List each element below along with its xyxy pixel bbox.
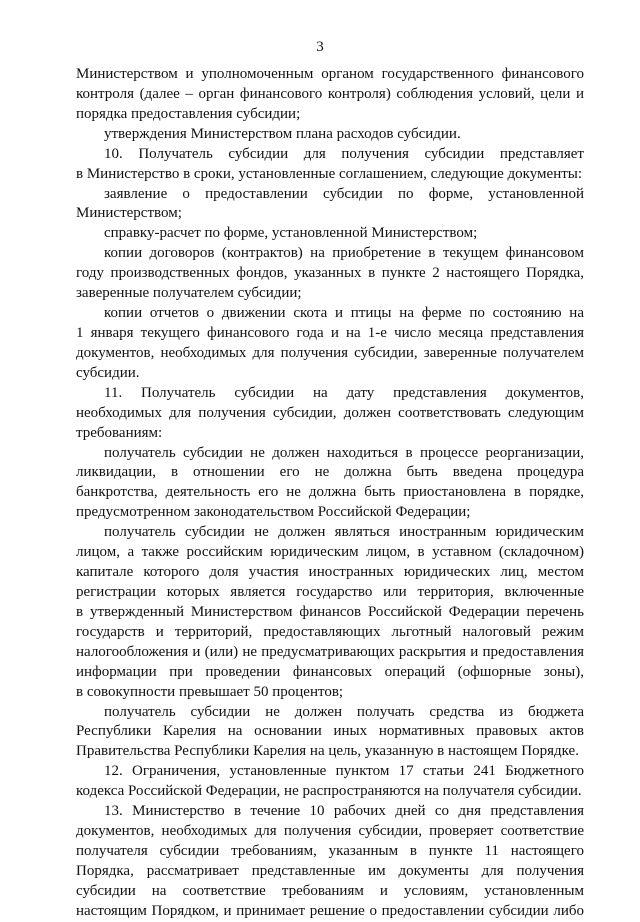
text-line: получателя субсидии требованиям, указанным в пункте 11 настоящего — [76, 842, 584, 859]
text-line: году производственных фондов, указанных в пункте 2 настоящего Порядка, — [76, 265, 584, 282]
text-line: банкротства, деятельность его не должна быть приостановлена в порядке, — [76, 484, 584, 501]
text-line: ликвидации, в отношении его не должна быть введена процедура — [76, 464, 584, 481]
text-line: в утвержденный Министерством финансов Российской Федерации перечень — [76, 603, 584, 620]
text-line: копии договоров (контрактов) на приобретение в текущем финансовом — [104, 245, 584, 262]
text-line: утверждения Министерством плана расходов субсидии. — [104, 125, 461, 142]
text-line: копии отчетов о движении скота и птицы на ферме по состоянию на — [104, 305, 584, 322]
text-line: кодекса Российской Федерации, не распространяются на получателя субсидии. — [76, 783, 582, 800]
text-line: заявление о предоставлении субсидии по форме, установленной — [104, 185, 584, 202]
text-line: получатель субсидии не должен получать средства из бюджета — [104, 703, 584, 720]
page-number: 3 — [316, 39, 324, 55]
text-line: получатель субсидии не должен являться иностранным юридическим — [104, 524, 584, 541]
text-line: в совокупности превышает 50 процентов; — [76, 683, 344, 700]
text-line: в Министерство в сроки, установленные соглашением, следующие документы: — [76, 165, 583, 182]
text-line: документов, необходимых для получения субсидии, проверяет соответствие — [76, 823, 584, 840]
text-line: требованиям: — [76, 424, 163, 441]
text-line: Республики Карелия на основании иных нормативных правовых актов — [76, 723, 584, 740]
text-line: 10. Получатель субсидии для получения субсидии представляет — [104, 145, 584, 162]
text-line: документов, необходимых для получения субсидии, заверенные получателем — [76, 344, 584, 361]
text-line: лицом, а также российским юридическим лицом, в уставном (складочном) — [76, 544, 584, 561]
text-line: настоящим Порядком, и принимает решение о предоставлении субсидии либо — [76, 902, 584, 919]
text-line: Министерством и уполномоченным органом государственного финансового — [76, 66, 584, 82]
text-line: справку-расчет по форме, установленной Министерством; — [104, 225, 478, 242]
text-line: государств и территорий, предоставляющих льготный налоговый режим — [76, 623, 584, 640]
text-line: субсидии на соответствие требованиям и условиям, установленным — [76, 882, 584, 899]
text-line: порядка предоставления субсидии; — [76, 105, 301, 122]
text-line: субсидии. — [76, 364, 140, 381]
text-line: необходимых для получения субсидии, должен соответствовать следующим — [76, 404, 584, 421]
text-line: капитале которого доля участия иностранных юридических лиц, местом — [76, 564, 584, 581]
text-line: налогообложения и (или) не предусматривающих раскрытия и предоставления — [76, 643, 584, 660]
text-line: 12. Ограничения, установленные пунктом 17 статьи 241 Бюджетного — [104, 763, 584, 780]
text-line: Министерством; — [76, 205, 182, 222]
text-line: регистрации которых является государство или территория, включенные — [76, 583, 584, 600]
text-line: получатель субсидии не должен находиться в процессе реорганизации, — [104, 444, 584, 461]
text-line: заверенные получателем субсидии; — [76, 285, 302, 302]
text-line: информации при проведении финансовых операций (офшорные зоны), — [76, 663, 584, 680]
text-line: предусмотренном законодательством Российской Федерации; — [76, 504, 471, 521]
document-body — [76, 65, 584, 922]
text-line: 1 января текущего финансового года и на 1-е число месяца представления — [76, 324, 584, 341]
text-line: Порядка, рассматривает представленные им документы для получения — [76, 862, 584, 879]
text-line: контроля (далее – орган финансового контроля) соблюдения условий, цели и — [76, 85, 584, 102]
text-line: Правительства Республики Карелия на цель, указанную в настоящем Порядке. — [76, 743, 579, 760]
text-line: 11. Получатель субсидии на дату представления документов, — [104, 384, 584, 401]
text-line: 13. Министерство в течение 10 рабочих дней со дня представления — [104, 803, 584, 820]
